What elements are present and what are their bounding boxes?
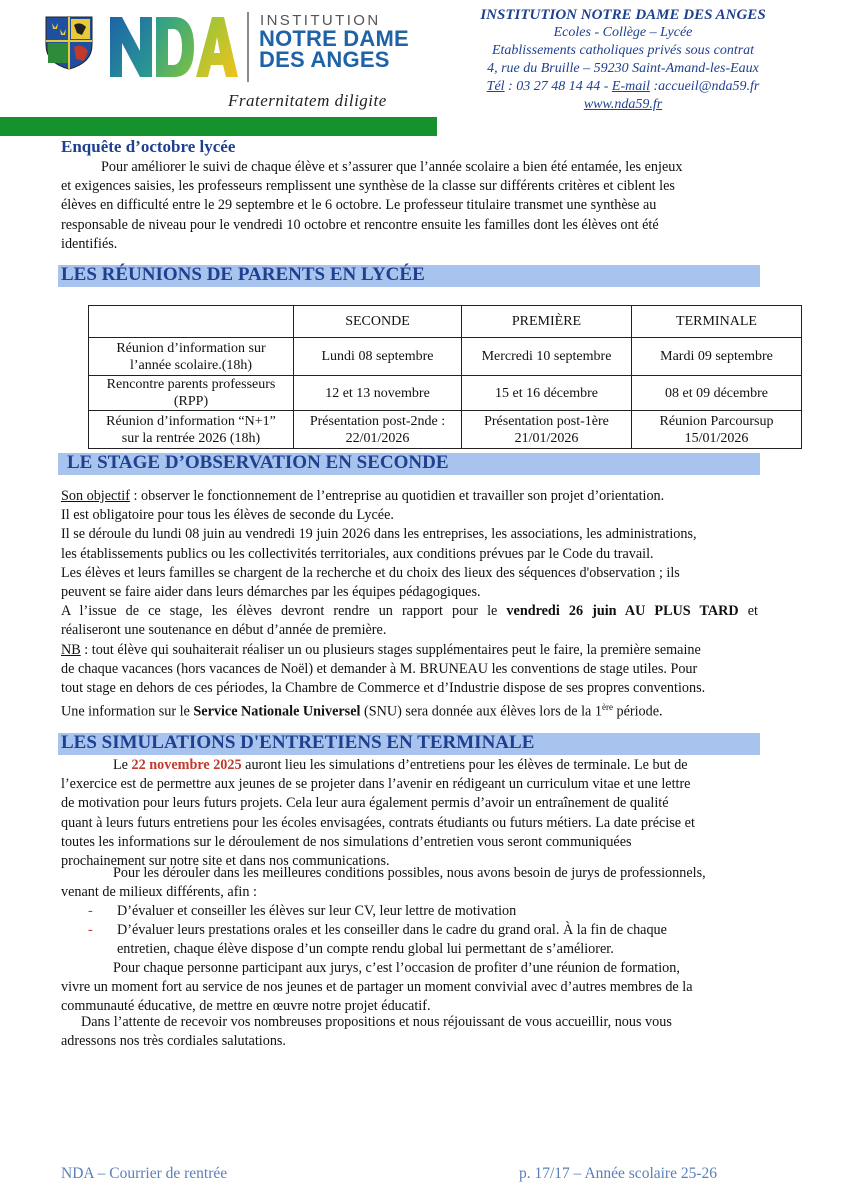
cell-line: 22/01/2026	[345, 430, 410, 446]
simulations-paragraph-3	[61, 959, 758, 1017]
stage-paragraph	[61, 487, 758, 722]
website-link[interactable]: www.nda59.fr	[583, 97, 663, 112]
coat-of-arms-icon	[44, 15, 94, 71]
nb-label: NB	[61, 641, 81, 658]
sim-line: de motivation pour leurs futurs projets. Cela leur aura également permis d’avoir un entraînement de qualité	[61, 795, 669, 812]
cell-line: Présentation post-2nde :	[309, 413, 446, 429]
table-header-cell	[89, 306, 294, 338]
logo-divider	[247, 12, 249, 82]
objectif-text: : observer le fonctionnement de l’entreprise au quotidien et travailler son projet d’orientation.	[129, 488, 665, 504]
footer-left: NDA – Courrier de rentrée	[61, 1165, 228, 1182]
header-green-bar	[0, 117, 437, 136]
simulations-paragraph-1	[61, 756, 758, 871]
nb-text: : tout élève qui souhaiterait réaliser un ou plusieurs stages supplémentaires peut le faire, la première semaine	[80, 641, 701, 658]
nb-line: de chaque vacances (hors vacances de Noël) et demander à M. BRUNEAU les conventions de stage utiles. Pour	[61, 660, 698, 677]
row-label-line: (RPP)	[173, 394, 209, 409]
cell-line: 15/01/2026	[684, 430, 749, 446]
table-header-cell: PREMIÈRE	[462, 306, 632, 338]
deroule-line: les établissements publics ou les collectivités territoriales, aux conditions prévues par le Code du travail.	[61, 545, 654, 562]
rapport-deadline: vendredi 26 juin AU PLUS TARD	[506, 603, 739, 620]
obligatoire-line: Il est obligatoire pour tous les élèves de seconde du Lycée.	[61, 507, 394, 524]
nb-line: tout stage en dehors de ces périodes, la Chambre de Commerce et d’Industrie dispose de ses propres conventions.	[61, 680, 706, 697]
row-label	[89, 376, 294, 411]
row-label-line: sur la rentrée 2026 (18h)	[121, 430, 261, 446]
sim-line: vivre un moment fort au service de nos jeunes et de partager un moment convivial avec d’autres membres de la	[61, 979, 693, 996]
snu-text: Une information sur le	[61, 703, 194, 720]
sim-line: communauté éducative, de mettre en œuvre notre projet éducatif.	[61, 998, 431, 1015]
table-header-row	[89, 306, 802, 338]
logo-name-line-1: NOTRE DAME	[259, 26, 409, 51]
cell-line: Présentation post-1ère	[484, 413, 609, 429]
cell-seconde	[294, 411, 462, 449]
bullet-text	[117, 921, 757, 959]
reunions-table	[88, 305, 802, 449]
sim-line	[61, 756, 758, 775]
contact-title: INSTITUTION NOTRE DAME DES ANGES	[480, 7, 766, 23]
nb-line	[61, 641, 758, 660]
rapport-line	[61, 602, 758, 621]
row-label	[89, 411, 294, 449]
row-label-line: Réunion d’information “N+1”	[106, 413, 276, 429]
simulations-paragraph-2	[61, 864, 758, 902]
stage-title: LE STAGE D’OBSERVATION EN SECONDE	[67, 452, 449, 473]
row-label	[89, 338, 294, 376]
email-label: E-mail	[611, 79, 650, 94]
sim-line: l’exercice est de permettre aux jeunes de se projeter dans l’avenir en rédigeant un curriculum vitae et une lettre	[61, 776, 691, 793]
contact-phone-email	[458, 78, 788, 96]
familles-line: peuvent se faire aider dans leurs démarches par les équipes pédagogiques.	[61, 584, 481, 601]
cell-seconde: 12 et 13 novembre	[294, 376, 462, 411]
rapport-line: réaliseront une soutenance en début d’année de première.	[61, 622, 387, 639]
objectif-label: Son objectif	[61, 488, 130, 504]
contact-address: 4, rue du Bruille – 59230 Saint-Amand-les-Eaux	[487, 61, 759, 76]
sim-line: toutes les informations sur le déroulement de nos simulations d’entretien vous seront communiquées	[61, 833, 632, 850]
enquete-line: et exigences saisies, les professeurs remplissent une synthèse de la classe sur différents critères et ciblent les	[61, 178, 675, 195]
sim-line: prochainement sur notre site et dans nos communications.	[61, 853, 390, 870]
bullet-dash: -	[88, 903, 93, 919]
contact-block	[458, 6, 788, 114]
snu-name: Service Nationale Universel	[193, 703, 361, 720]
sim-line: venant de milieux différents, afin :	[61, 884, 257, 901]
table-row	[89, 338, 802, 376]
cell-seconde: Lundi 08 septembre	[294, 338, 462, 376]
objectif-line	[61, 487, 758, 506]
bullet-line: entretien, chaque élève dispose d’un compte rendu global lui permettant de s’améliorer.	[117, 941, 614, 958]
sim-line: quant à leurs futurs entretiens pour les écoles envisagées, contrats étudiants ou futurs métiers. La date précise et	[61, 814, 695, 831]
enquete-title: Enquête d’octobre lycée	[61, 137, 236, 156]
logo-institution-label: INSTITUTION	[260, 12, 381, 29]
sim-text: Le	[113, 757, 132, 773]
row-label-line: Réunion d’information sur	[116, 340, 266, 356]
sim-line: Pour les dérouler dans les meilleures conditions possibles, nous avons besoin de jurys de professionnels,	[113, 865, 706, 881]
snu-text: période.	[612, 703, 663, 720]
cell-premiere	[462, 411, 632, 449]
deroule-line: Il se déroule du lundi 08 juin au vendredi 19 juin 2026 dans les entreprises, les associations, les administrations,	[61, 526, 697, 543]
cell-premiere: Mercredi 10 septembre	[462, 338, 632, 376]
bullet-text: D’évaluer et conseiller les élèves sur leur CV, leur lettre de motivation	[117, 903, 517, 919]
contact-schools: Ecoles - Collège – Lycée	[553, 25, 693, 40]
email-address[interactable]: :accueil@nda59.fr	[650, 79, 760, 94]
cell-terminale: Mardi 09 septembre	[632, 338, 802, 376]
sim-date: 22 novembre 2025	[131, 757, 242, 773]
cell-terminale	[632, 411, 802, 449]
footer-right: p. 17/17 – Année scolaire 25-26	[519, 1165, 718, 1182]
table-row	[89, 376, 802, 411]
simulations-title: LES SIMULATIONS D'ENTRETIENS EN TERMINALE	[61, 732, 535, 753]
enquete-line: identifiés.	[61, 235, 118, 252]
tel-label: Tél	[486, 79, 505, 94]
bullet-dash: -	[88, 922, 93, 938]
table-header-cell: TERMINALE	[632, 306, 802, 338]
logo-institution-name	[259, 28, 409, 70]
tel-number: : 03 27 48 14 44 -	[504, 79, 612, 94]
sim-text: auront lieu les simulations d’entretiens pour les élèves de terminale. Le but de	[241, 757, 688, 773]
rapport-text: A l’issue de ce stage, les élèves devront rendre un rapport pour le	[61, 603, 507, 620]
logo-name-line-2: DES ANGES	[259, 47, 390, 72]
row-label-line: l’année scolaire.(18h)	[129, 357, 253, 373]
enquete-line: Pour améliorer le suivi de chaque élève et s’assurer que l’année scolaire a bien été entamée, les enjeux	[101, 159, 683, 175]
row-label-line: Rencontre parents professeurs	[106, 377, 276, 392]
bullet-line: D’évaluer leurs prestations orales et les conseiller dans le cadre du grand oral. À la fin de chaque	[117, 922, 667, 938]
reunions-title: LES RÉUNIONS DE PARENTS EN LYCÉE	[61, 264, 425, 285]
rapport-text: et	[738, 603, 758, 620]
table-header-cell: SECONDE	[294, 306, 462, 338]
cell-premiere: 15 et 16 décembre	[462, 376, 632, 411]
cell-line: Réunion Parcoursup	[659, 413, 774, 429]
contact-status: Etablissements catholiques privés sous contrat	[491, 43, 755, 58]
nda-logo-icon	[108, 13, 238, 79]
sim-line: Pour chaque personne participant aux jurys, c’est l’occasion de profiter d’une réunion de formation,	[113, 960, 680, 976]
enquete-line: élèves en difficulté entre le 29 septembre et le 6 octobre. Le professeur titulaire transmet une synthèse au	[61, 197, 657, 214]
enquete-line: responsable de niveau pour le vendredi 10 octobre et rencontre ensuite les familles dont les élèves ont été	[61, 216, 659, 233]
cell-line: 21/01/2026	[514, 430, 579, 446]
motto: Fraternitatem diligite	[228, 91, 387, 110]
snu-sup: ère	[601, 702, 613, 713]
cell-terminale: 08 et 09 décembre	[632, 376, 802, 411]
sim-line: Dans l’attente de recevoir vos nombreuses propositions et nous réjouissant de vous accueillir, nous vous	[81, 1014, 672, 1030]
snu-line	[61, 698, 758, 722]
simulations-paragraph-4	[61, 1013, 758, 1051]
table-row	[89, 411, 802, 449]
familles-line: Les élèves et leurs familles se chargent de la recherche et du choix des lieux des séquences d'observation ; ils	[61, 564, 680, 581]
enquete-paragraph	[61, 158, 758, 254]
snu-text: (SNU) sera donnée aux élèves lors de la 1	[360, 703, 602, 720]
sim-line: adressons nos très cordiales salutations.	[61, 1033, 286, 1050]
